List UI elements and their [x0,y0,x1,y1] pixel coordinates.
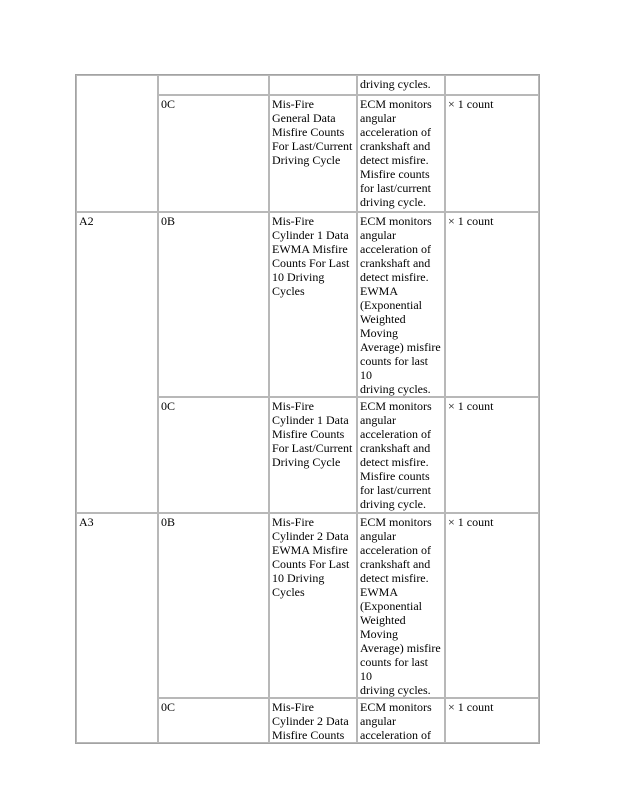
cell-name: Mis-Fire Cylinder 2 Data Misfire Counts [269,698,357,743]
cell-unit: × 1 count [445,95,539,212]
cell-sub-id: 0C [158,397,269,513]
misfire-data-table [75,74,540,744]
cell-sub-id [158,75,269,95]
cell-description: ECM monitors angular acceleration of crankshaft and detect misfire. Misfire counts for last/current driving cycle. [357,95,445,212]
cell-name: Mis-Fire Cylinder 1 Data EWMA Misfire Counts For Last 10 Driving Cycles [269,212,357,397]
cell-sub-id: 0C [158,95,269,212]
cell-description: ECM monitors angular acceleration of [357,698,445,743]
cell-name [269,75,357,95]
cell-description: driving cycles. [357,75,445,95]
table-row [76,212,539,397]
cell-name: Mis-Fire Cylinder 1 Data Misfire Counts For Last/Current Driving Cycle [269,397,357,513]
cell-name: Mis-Fire Cylinder 2 Data EWMA Misfire Counts For Last 10 Driving Cycles [269,513,357,698]
cell-description: ECM monitors angular acceleration of crankshaft and detect misfire. EWMA (Exponential Weighted Moving Average) misfire counts for last 10 driving cycles. [357,513,445,698]
cell-unit [445,75,539,95]
cell-name: Mis-Fire General Data Misfire Counts For Last/Current Driving Cycle [269,95,357,212]
cell-description: ECM monitors angular acceleration of crankshaft and detect misfire. Misfire counts for last/current driving cycle. [357,397,445,513]
cell-sub-id: 0C [158,698,269,743]
cell-unit: × 1 count [445,698,539,743]
cell-sub-id: 0B [158,513,269,698]
cell-id: A2 [76,212,158,513]
cell-unit: × 1 count [445,212,539,397]
cell-sub-id: 0B [158,212,269,397]
cell-id [76,75,158,212]
cell-id: A3 [76,513,158,743]
table-row [76,75,539,95]
table-row [76,513,539,698]
cell-unit: × 1 count [445,397,539,513]
cell-description: ECM monitors angular acceleration of crankshaft and detect misfire. EWMA (Exponential Weighted Moving Average) misfire counts for last 10 driving cycles. [357,212,445,397]
cell-unit: × 1 count [445,513,539,698]
